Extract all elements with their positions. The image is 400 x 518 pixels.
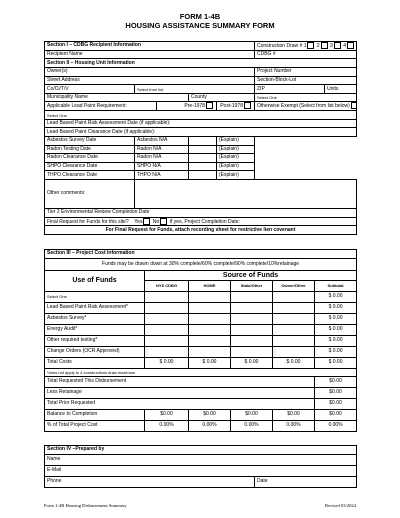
use-row-cell[interactable] bbox=[145, 302, 189, 313]
drawdown-note: Funds may be drawn down at 30% complete/60% complete/90% complete/10%retainage bbox=[45, 258, 357, 270]
total-costs-value: $ 0.00 bbox=[145, 357, 189, 368]
risk-assessment-date-field[interactable]: Lead Based Paint Risk Assessment Date (if applicable): bbox=[45, 119, 357, 128]
phone-field[interactable]: Phone bbox=[45, 476, 255, 487]
use-row-cell[interactable] bbox=[273, 302, 315, 313]
percent-label: % of Total Project Cost bbox=[45, 420, 145, 431]
use-of-funds-header: Use of Funds bbox=[45, 270, 145, 291]
other-comments-label: Other comments: bbox=[45, 179, 135, 208]
section-1-title: Section I – CDBG Recipient Information bbox=[45, 42, 255, 51]
balance-value: $0.00 bbox=[315, 409, 357, 420]
no-checkbox[interactable] bbox=[160, 218, 167, 225]
percent-value: 0.00% bbox=[231, 420, 273, 431]
post-1978-label: Post-1978 bbox=[220, 103, 243, 110]
footer-right: Revised 03/2024 bbox=[324, 503, 356, 508]
zip-field[interactable]: ZIP bbox=[255, 85, 325, 94]
use-row-label: Other required testing* bbox=[45, 335, 145, 346]
env-row-blank bbox=[255, 162, 357, 171]
sections-1-2-table bbox=[44, 41, 357, 235]
use-row-cell[interactable] bbox=[273, 335, 315, 346]
final-request-row bbox=[45, 217, 357, 226]
explain-label: (Explain) bbox=[217, 162, 255, 171]
use-row-cell[interactable] bbox=[189, 335, 231, 346]
units-field[interactable]: Units bbox=[325, 85, 357, 94]
total-costs-value: $ 0.00 bbox=[231, 357, 273, 368]
use-row-cell[interactable] bbox=[189, 291, 231, 302]
use-row-cell[interactable] bbox=[189, 324, 231, 335]
balance-value: $0.00 bbox=[145, 409, 189, 420]
use-row-subtotal: $ 0.00 bbox=[315, 335, 357, 346]
use-row-cell[interactable] bbox=[145, 324, 189, 335]
no-label: No bbox=[152, 218, 160, 225]
use-row-cell[interactable] bbox=[231, 324, 273, 335]
not-apply-note: *does not apply to 4 constructions draw maximum bbox=[45, 368, 357, 376]
env-row-na-checkbox[interactable] bbox=[189, 154, 217, 163]
env-row-blank bbox=[255, 154, 357, 163]
draw-3-label: 3 bbox=[330, 42, 333, 49]
street-address-field[interactable]: Street Address bbox=[45, 76, 255, 85]
draw-1-checkbox[interactable] bbox=[307, 42, 314, 49]
draw-2-label: 2 bbox=[316, 42, 320, 49]
tier2-date-field[interactable]: Tier 2 Environmental Review Completion Date bbox=[45, 208, 357, 217]
otherwise-exempt-label: Otherwise Exempt (Select from list below) bbox=[257, 103, 350, 110]
cdbg-number-field[interactable]: CDBG # bbox=[255, 50, 357, 59]
section-4-table bbox=[44, 445, 357, 488]
env-row-na: SHPO N/A bbox=[135, 162, 189, 171]
use-row-cell[interactable] bbox=[145, 291, 189, 302]
use-row-subtotal: $ 0.00 bbox=[315, 324, 357, 335]
use-row-cell[interactable] bbox=[231, 302, 273, 313]
otherwise-exempt-option[interactable] bbox=[255, 102, 357, 111]
if-yes-label: If yes, Project Completion Date: bbox=[169, 218, 240, 225]
use-row-cell[interactable] bbox=[273, 313, 315, 324]
col-state-other: State/Other bbox=[231, 280, 273, 291]
env-row-label: Asbestos Survey Date bbox=[45, 137, 135, 146]
use-row-label[interactable]: Select One bbox=[45, 291, 145, 302]
email-field[interactable]: E-Mail bbox=[45, 465, 357, 476]
use-row-cell[interactable] bbox=[231, 291, 273, 302]
summary-row-label: Total Requested This Disbursement bbox=[45, 376, 315, 387]
draw-1-label: 1 bbox=[303, 42, 307, 49]
explain-label: (Explain) bbox=[217, 145, 255, 154]
co-ci-t-v-label: Co/Ci/T/V bbox=[45, 85, 135, 94]
percent-value: 0.00% bbox=[189, 420, 231, 431]
balance-value: $0.00 bbox=[231, 409, 273, 420]
draw-2-checkbox[interactable] bbox=[321, 42, 328, 49]
exempt-select[interactable]: Select One bbox=[45, 111, 357, 120]
env-row-na: Asbestos N/A bbox=[135, 137, 189, 146]
draw-4-checkbox[interactable] bbox=[347, 42, 354, 49]
owners-field[interactable]: Owner(s) bbox=[45, 68, 255, 77]
post-1978-option[interactable] bbox=[217, 102, 255, 111]
use-row-cell[interactable] bbox=[145, 313, 189, 324]
col-home: HOME bbox=[189, 280, 231, 291]
use-row-cell[interactable] bbox=[145, 346, 189, 357]
use-row-label: Change Orders (OCR Approved) bbox=[45, 346, 145, 357]
env-row-blank bbox=[255, 137, 357, 146]
env-row-na-checkbox[interactable] bbox=[189, 137, 217, 146]
env-row-label: Radon Testing Date bbox=[45, 145, 135, 154]
env-row-label: Radon Clearance Date bbox=[45, 154, 135, 163]
form-subtitle: HOUSING ASSISTANCE SUMMARY FORM bbox=[125, 21, 275, 30]
use-row-cell[interactable] bbox=[273, 346, 315, 357]
percent-value: 0.00% bbox=[145, 420, 189, 431]
use-row-subtotal: $ 0.00 bbox=[315, 346, 357, 357]
section-3-title: Section III – Project Cost Information bbox=[45, 250, 357, 259]
section-2-title: Section II – Housing Unit Information bbox=[45, 59, 357, 68]
percent-value: 0.00% bbox=[273, 420, 315, 431]
total-costs-value: $ 0.00 bbox=[315, 357, 357, 368]
balance-label: Balance to Completion bbox=[45, 409, 145, 420]
balance-value: $0.00 bbox=[189, 409, 231, 420]
draw-3-checkbox[interactable] bbox=[334, 42, 341, 49]
total-costs-label: Total Costs bbox=[45, 357, 145, 368]
summary-row-label: Total Prior Requested bbox=[45, 398, 315, 409]
explain-label: (Explain) bbox=[217, 154, 255, 163]
col-nys-cdbg: NYS CDBG bbox=[145, 280, 189, 291]
draw-4-label: 4 bbox=[343, 42, 346, 49]
construction-draw-cell bbox=[255, 42, 357, 51]
use-row-cell[interactable] bbox=[273, 324, 315, 335]
env-row-na-checkbox[interactable] bbox=[189, 162, 217, 171]
use-row-cell[interactable] bbox=[231, 313, 273, 324]
section-4-title: Section IV –Prepared by bbox=[45, 446, 357, 455]
env-row-na: THPO N/A bbox=[135, 171, 189, 180]
recipient-name-field[interactable]: Recipient Name bbox=[45, 50, 255, 59]
source-of-funds-header: Source of Funds bbox=[145, 270, 357, 280]
col-owner-other: Owner/Other bbox=[273, 280, 315, 291]
summary-row-value: $0.00 bbox=[315, 387, 357, 398]
env-row-label: THPO Clearance Date bbox=[45, 171, 135, 180]
form-title: FORM 1-4B bbox=[179, 12, 221, 21]
use-row-cell[interactable] bbox=[231, 346, 273, 357]
section-3-table bbox=[44, 249, 357, 432]
summary-row-value: $0.00 bbox=[315, 376, 357, 387]
other-comments-field[interactable] bbox=[135, 179, 357, 208]
env-row-blank bbox=[255, 145, 357, 154]
otherwise-exempt-checkbox[interactable] bbox=[351, 102, 357, 109]
final-request-note: For Final Request for Funds, attach recording sheet for restrictive lien covenant bbox=[45, 226, 357, 235]
county-field[interactable]: County bbox=[189, 93, 255, 102]
total-costs-value: $ 0.00 bbox=[273, 357, 315, 368]
env-row-na-checkbox[interactable] bbox=[189, 171, 217, 180]
pre-1978-label: Pre-1978 bbox=[184, 103, 205, 110]
date-field[interactable]: Date bbox=[255, 476, 357, 487]
municipality-name-field[interactable]: Municipality Name bbox=[45, 93, 189, 102]
project-number-field[interactable]: Project Number bbox=[255, 68, 357, 77]
env-row-na: Radon N/A bbox=[135, 145, 189, 154]
use-row-subtotal: $ 0.00 bbox=[315, 302, 357, 313]
use-row-cell[interactable] bbox=[189, 302, 231, 313]
footer-left: Form 1-4B Housing Disbursement Summary bbox=[44, 503, 127, 508]
env-row-na: Radon N/A bbox=[135, 154, 189, 163]
county-select[interactable]: Select One bbox=[255, 93, 357, 102]
construction-draw-label: Construction Draw # bbox=[257, 42, 303, 49]
balance-value: $0.00 bbox=[273, 409, 315, 420]
name-field[interactable]: Name bbox=[45, 454, 357, 465]
use-row-subtotal: $ 0.00 bbox=[315, 313, 357, 324]
use-row-subtotal: $ 0.00 bbox=[315, 291, 357, 302]
pre-1978-option[interactable] bbox=[157, 102, 217, 111]
lead-requirement-label: Applicable Lead Paint Requirement: bbox=[45, 102, 157, 111]
yes-checkbox[interactable] bbox=[143, 218, 150, 225]
summary-row-label: Less Retainage bbox=[45, 387, 315, 398]
summary-row-value: $0.00 bbox=[315, 398, 357, 409]
use-row-cell[interactable] bbox=[189, 313, 231, 324]
use-row-cell[interactable] bbox=[231, 335, 273, 346]
env-row-label: SHPO Clearance Date bbox=[45, 162, 135, 171]
col-subtotal: Subtotal bbox=[315, 280, 357, 291]
explain-label: (Explain) bbox=[217, 137, 255, 146]
post-1978-checkbox[interactable] bbox=[244, 102, 251, 109]
percent-value: 0.00% bbox=[315, 420, 357, 431]
pre-1978-checkbox[interactable] bbox=[206, 102, 213, 109]
co-ci-t-v-select[interactable]: Select from list bbox=[135, 85, 255, 94]
use-row-cell[interactable] bbox=[273, 291, 315, 302]
sbl-field[interactable]: Section-Block-Lot bbox=[255, 76, 357, 85]
use-row-label: Lead Based Paint Risk Assessment* bbox=[45, 302, 145, 313]
env-row-blank bbox=[255, 171, 357, 180]
final-request-label: Final Request for Funds for this site? bbox=[47, 218, 129, 225]
use-row-label: Asbestos Survey* bbox=[45, 313, 145, 324]
clearance-date-field[interactable]: Lead Based Paint Clearance Date (if applicable): bbox=[45, 128, 357, 137]
use-row-cell[interactable] bbox=[189, 346, 231, 357]
yes-label: Yes bbox=[134, 218, 143, 225]
use-row-cell[interactable] bbox=[145, 335, 189, 346]
use-row-label: Energy Audit* bbox=[45, 324, 145, 335]
env-row-na-checkbox[interactable] bbox=[189, 145, 217, 154]
total-costs-value: $ 0.00 bbox=[189, 357, 231, 368]
explain-label: (Explain) bbox=[217, 171, 255, 180]
